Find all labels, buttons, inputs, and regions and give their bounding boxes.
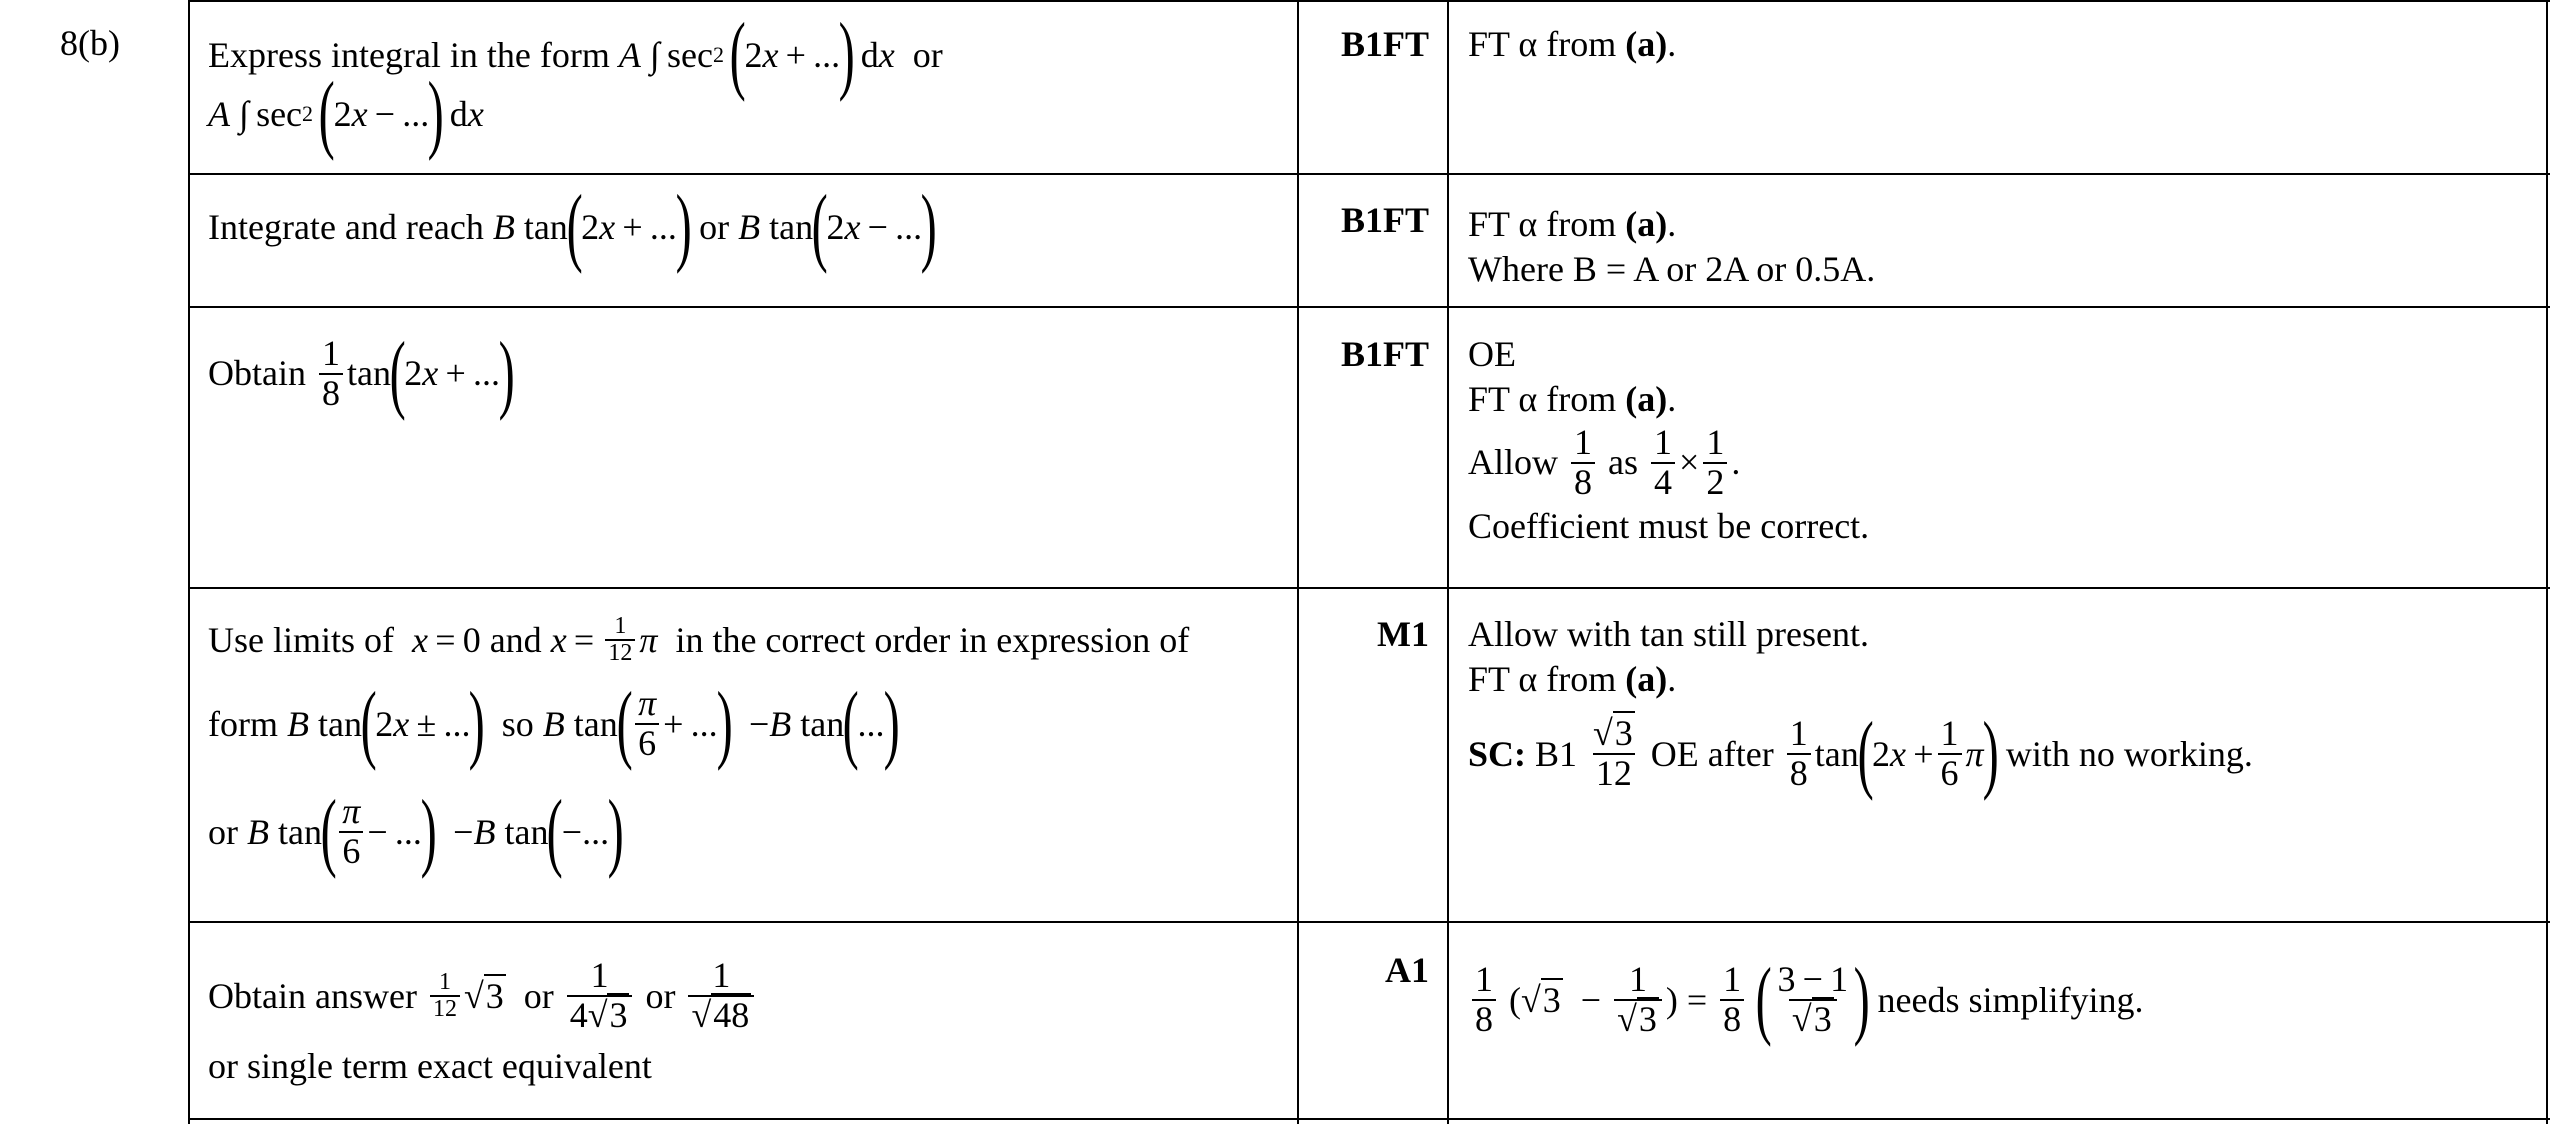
mark-m1: M1 bbox=[1377, 614, 1429, 654]
mark-guidance-divider bbox=[1447, 0, 1449, 1124]
answer-cell-row-3: Obtain $\frac{1}{8}$ tan ( 2 x + ... ) bbox=[208, 325, 515, 422]
row-border bbox=[188, 0, 2550, 2]
answer-cell-row-1: Express integral in the form A ∫ sec 2 ( 2 x + ... ) d x or A ∫ sec 2 ( 2 x − ... ) d x bbox=[208, 6, 943, 163]
mark-b1ft: B1FT bbox=[1340, 200, 1429, 240]
guidance-cell-row-4: Allow with tan still present. FT α from (a). SC: B1 $\frac{√3}{12}$ OE after $\frac{1}{8}$ tan ( 2 x + $\frac{1}{6}$ π ) with no working. bbox=[1468, 614, 2253, 803]
answer-mark-divider bbox=[1297, 0, 1299, 1124]
table-left-border bbox=[188, 0, 190, 1124]
row-border bbox=[188, 1118, 2550, 1120]
guidance-cell-row-2: FT α from (a). Where B = A or 2A or 0.5A. bbox=[1468, 204, 1876, 289]
answer-cell-row-5: Obtain answer $\frac{1}{12}$ √3 or $\frac{1}{4√3}$ or $\frac{1}{√48}$ or single term exact equivalent bbox=[208, 948, 1288, 1089]
mark-b1ft: B1FT bbox=[1340, 334, 1429, 374]
row-border bbox=[188, 587, 2550, 589]
guidance-cell-row-5: $\frac{1}{8}$ ( √3 − $\frac{1}{√3}$ ) = $\frac{1}{8}$ ( $\frac{3 - 1}{√3}$ ) needs simplifying. bbox=[1468, 948, 2538, 1052]
row-border bbox=[188, 921, 2550, 923]
row-border bbox=[188, 306, 2550, 308]
guidance-cell-row-1: FT α from (a). bbox=[1468, 24, 1677, 64]
question-number: 8(b) bbox=[60, 23, 120, 63]
mark-b1ft: B1FT bbox=[1340, 24, 1429, 64]
answer-cell-row-2: Integrate and reach B tan ( 2 x + ... ) or B tan ( 2 x − ... ) bbox=[208, 178, 937, 276]
table-right-border bbox=[2546, 0, 2548, 1124]
answer-cell-row-4: Use limits of x = 0 and x = $\frac{1}{12}$ π in the correct order in expression of form B tan ( 2 x ± ... ) so B tan ( $\frac{\pi}{6}$ + ... ) − B tan ( ... ) or B tan ( $\frac{\pi}{6}$ − ... ) − B tan ( −... ) bbox=[208, 612, 1190, 881]
fraction-one-eighth: $\frac{1}{8}$ bbox=[319, 335, 343, 413]
mark-a1: A1 bbox=[1385, 950, 1429, 990]
row-border bbox=[188, 173, 2550, 175]
guidance-cell-row-3: OE FT α from (a). Allow $\frac{1}{8}$ as $\frac{1}{4}$ × $\frac{1}{2}$ . Coefficient must be correct. bbox=[1468, 334, 1870, 546]
